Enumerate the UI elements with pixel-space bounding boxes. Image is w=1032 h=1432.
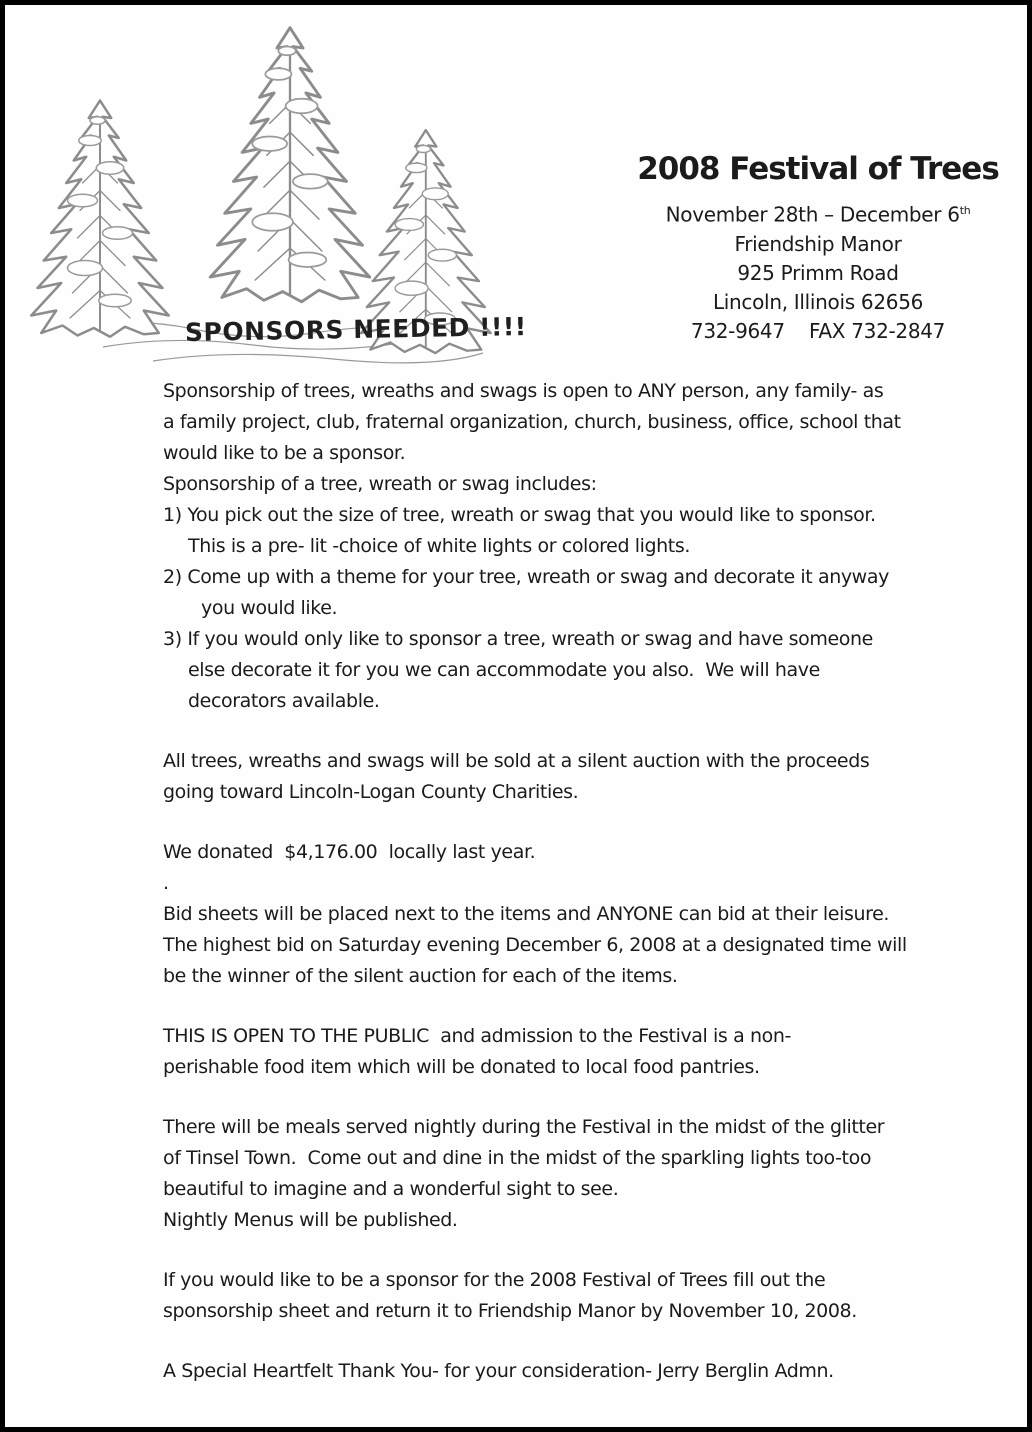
body-line: perishable food item which will be donated to local food pantries. (163, 1056, 760, 1078)
phone-fax-line: 732-9647 FAX 732-2847 (690, 318, 946, 343)
body-line: Sponsorship of trees, wreaths and swags is open to ANY person, any family- as (163, 380, 884, 402)
event-dates (611, 196, 1025, 230)
body-line: decorators available. (188, 690, 380, 712)
body-line: going toward Lincoln-Logan County Charities. (163, 781, 579, 803)
body-line: 2) Come up with a theme for your tree, wreath or swag and decorate it anyway (163, 566, 889, 588)
pine-tree-left (31, 101, 169, 337)
street-address: 925 Primm Road (737, 260, 899, 285)
body-line: 1) You pick out the size of tree, wreath or swag that you would like to sponsor. (163, 504, 876, 526)
body-line: sponsorship sheet and return it to Friendship Manor by November 10, 2008. (163, 1300, 857, 1322)
pine-tree-center (210, 28, 370, 302)
event-header (611, 151, 1025, 346)
venue-name: Friendship Manor (734, 231, 902, 256)
body-line: would like to be a sponsor. (163, 442, 406, 464)
body-line: Nightly Menus will be published. (163, 1209, 458, 1231)
body-line: If you would like to be a sponsor for the 2008 Festival of Trees fill out the (163, 1269, 826, 1291)
body-line: There will be meals served nightly during the Festival in the midst of the glitter (163, 1116, 885, 1138)
body-line: beautiful to imagine and a wonderful sight to see. (163, 1178, 619, 1200)
body-line: you would like. (201, 597, 338, 619)
body-line: be the winner of the silent auction for each of the items. (163, 965, 678, 987)
event-dates-ordinal: th (959, 204, 971, 217)
body-line: Bid sheets will be placed next to the items and ANYONE can bid at their leisure. (163, 903, 890, 925)
event-title: 2008 Festival of Trees (637, 151, 999, 187)
city-state-zip: Lincoln, Illinois 62656 (712, 289, 924, 314)
body-line: All trees, wreaths and swags will be sold at a silent auction with the proceeds (163, 750, 870, 772)
letter-body (163, 376, 987, 1387)
body-line: We donated $4,176.00 locally last year. (163, 841, 536, 863)
body-line: 3) If you would only like to sponsor a tree, wreath or swag and have someone (163, 628, 873, 650)
body-line: Sponsorship of a tree, wreath or swag includes: (163, 473, 597, 495)
sponsors-needed-text: SPONSORS NEEDED !!!! (184, 312, 527, 347)
body-line: THIS IS OPEN TO THE PUBLIC and admission to the Festival is a non- (163, 1025, 791, 1047)
body-line: else decorate it for you we can accommodate you also. We will have (188, 659, 820, 681)
event-dates-main: November 28th – December 6 (665, 202, 960, 227)
body-line: a family project, club, fraternal organization, church, business, office, school that (163, 411, 901, 433)
body-line: This is a pre- lit -choice of white lights or colored lights. (188, 535, 690, 557)
body-line: of Tinsel Town. Come out and dine in the midst of the sparkling lights too-too (163, 1147, 872, 1169)
body-line: . (163, 872, 169, 894)
snowy-pine-trees-illustration (13, 11, 527, 379)
body-line: The highest bid on Saturday evening December 6, 2008 at a designated time will (163, 934, 907, 956)
body-line: A Special Heartfelt Thank You- for your consideration- Jerry Berglin Admn. (163, 1360, 834, 1382)
